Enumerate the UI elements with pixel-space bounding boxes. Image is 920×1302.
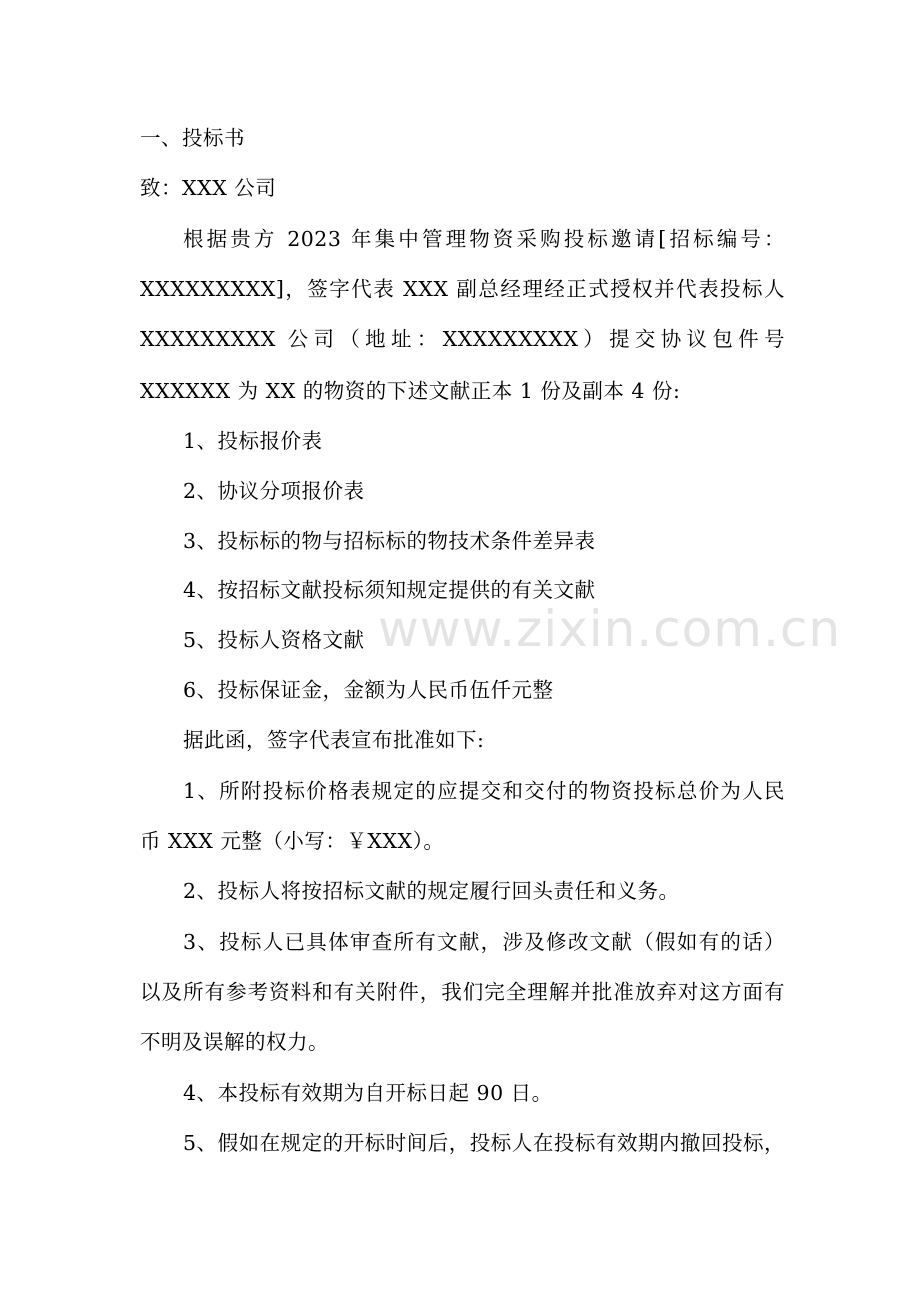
watermark: www.zixin.com.cn [378,600,842,658]
declaration-item-1-cont: 币 XXX 元整（小写：￥XXX）。 [140,829,445,853]
intro-line: XXXXXX 为 XX 的物资的下述文献正本 1 份及副本 4 份: [140,379,681,403]
declaration-item-3: 3、投标人已具体审查所有文献，涉及修改文献（假如有的话） [183,930,785,954]
document-heading: 一、投标书 [140,126,245,150]
intro-line: 根据贵方 2023 年集中管理物资采购投标邀请[招标编号： [183,227,785,251]
intro-line: XXXXXXXXX 公司（地址：XXXXXXXXX）提交协议包件号 [140,327,785,351]
document-list-item: 4、按招标文献投标须知规定提供的有关文献 [183,578,596,602]
declaration-item-4: 4、本投标有效期为自开标日起 90 日。 [183,1081,553,1105]
declaration-item-2: 2、投标人将按招标文献的规定履行回头责任和义务。 [183,879,680,903]
recipient-line: 致：XXX 公司 [140,176,277,200]
declaration-intro: 据此函，签字代表宣布批准如下: [183,728,485,752]
document-list-item: 2、协议分项报价表 [183,479,365,503]
document-list-item: 1、投标报价表 [183,429,323,453]
intro-line: XXXXXXXXX]，签字代表 XXX 副总经理经正式授权并代表投标人 [140,277,785,301]
declaration-item-5: 5、假如在规定的开标时间后，投标人在投标有效期内撤回投标， [183,1131,785,1155]
document-list-item: 5、投标人资格文献 [183,628,365,652]
document-list-item: 3、投标标的物与招标标的物技术条件差异表 [183,529,596,553]
declaration-item-1: 1、所附投标价格表规定的应提交和交付的物资投标总价为人民 [183,779,785,803]
declaration-item-3-cont: 以及所有参考资料和有关附件，我们完全理解并批准放弃对这方面有 [140,980,785,1004]
document-list-item: 6、投标保证金，金额为人民币伍仟元整 [183,678,554,702]
declaration-item-3-cont: 不明及误解的权力。 [140,1030,329,1054]
